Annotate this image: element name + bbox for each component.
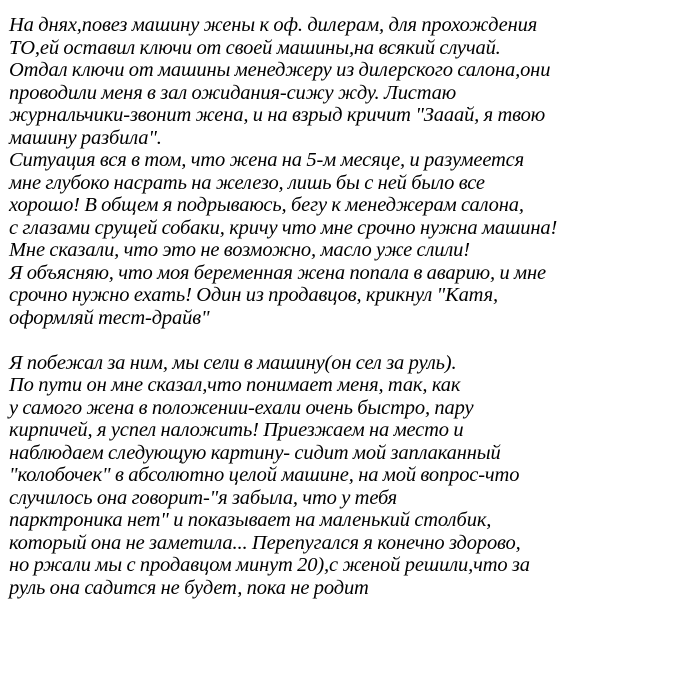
- text-line: Я побежал за ним, мы сели в машину(он сел за руль).: [9, 351, 457, 374]
- text-line: хорошо! В общем я подрываюсь, бегу к менеджерам салона,: [9, 194, 524, 216]
- text-line: Отдал ключи от машины менеджеру из дилерского салона,они: [9, 59, 551, 81]
- paragraph-gap: [9, 329, 699, 352]
- text-line: с глазами срущей собаки, кричу что мне срочно нужна машина!: [9, 216, 558, 239]
- text-line: наблюдаем следующую картину- сидит мой заплаканный: [9, 441, 501, 464]
- text-line: но ржали мы с продавцом минут 20),с женой решили,что за: [9, 554, 530, 576]
- text-line: руль она садится не будет, пока не родит: [9, 576, 369, 599]
- text-line: Ситуация вся в том, что жена на 5-м месяце, и разумеется: [9, 149, 524, 171]
- text-line: По пути он мне сказал,что понимает меня, так, как: [9, 374, 461, 396]
- text-line: "колобочек" в абсолютно целой машине, на мой вопрос-что: [9, 464, 520, 486]
- text-line: кирпичей, я успел наложить! Приезжаем на место и: [9, 419, 464, 441]
- text-line: журнальчики-звонит жена, и на взрыд кричит "Зааай, я твою: [9, 104, 546, 126]
- text-line: проводили меня в зал ожидания-сижу жду. Листаю: [9, 81, 457, 104]
- text-line: парктроника нет" и показывает на маленький столбик,: [9, 509, 492, 531]
- story-text: [9, 14, 699, 599]
- text-line: На днях,повез машину жены к оф. дилерам, для прохождения: [9, 14, 538, 36]
- text-line: у самого жена в положении-ехали очень быстро, пару: [9, 396, 474, 419]
- text-line: Мне сказали, что это не возможно, масло уже слили!: [9, 239, 470, 261]
- text-line: ТО,ей оставил ключи от своей машины,на всякий случай.: [9, 36, 501, 59]
- text-line: Я объясняю, что моя беременная жена попала в аварию, и мне: [9, 261, 546, 284]
- text-line: срочно нужно ехать! Один из продавцов, крикнул "Катя,: [9, 284, 498, 306]
- text-line: случилось она говорит-"я забыла, что у тебя: [9, 486, 398, 509]
- text-line: оформляй тест-драйв": [9, 306, 210, 329]
- text-line: который она не заметила... Перепугался я конечно здорово,: [9, 531, 521, 554]
- text-line: мне глубоко насрать на железо, лишь бы с ней было все: [9, 171, 485, 194]
- text-line: машину разбила".: [9, 126, 162, 149]
